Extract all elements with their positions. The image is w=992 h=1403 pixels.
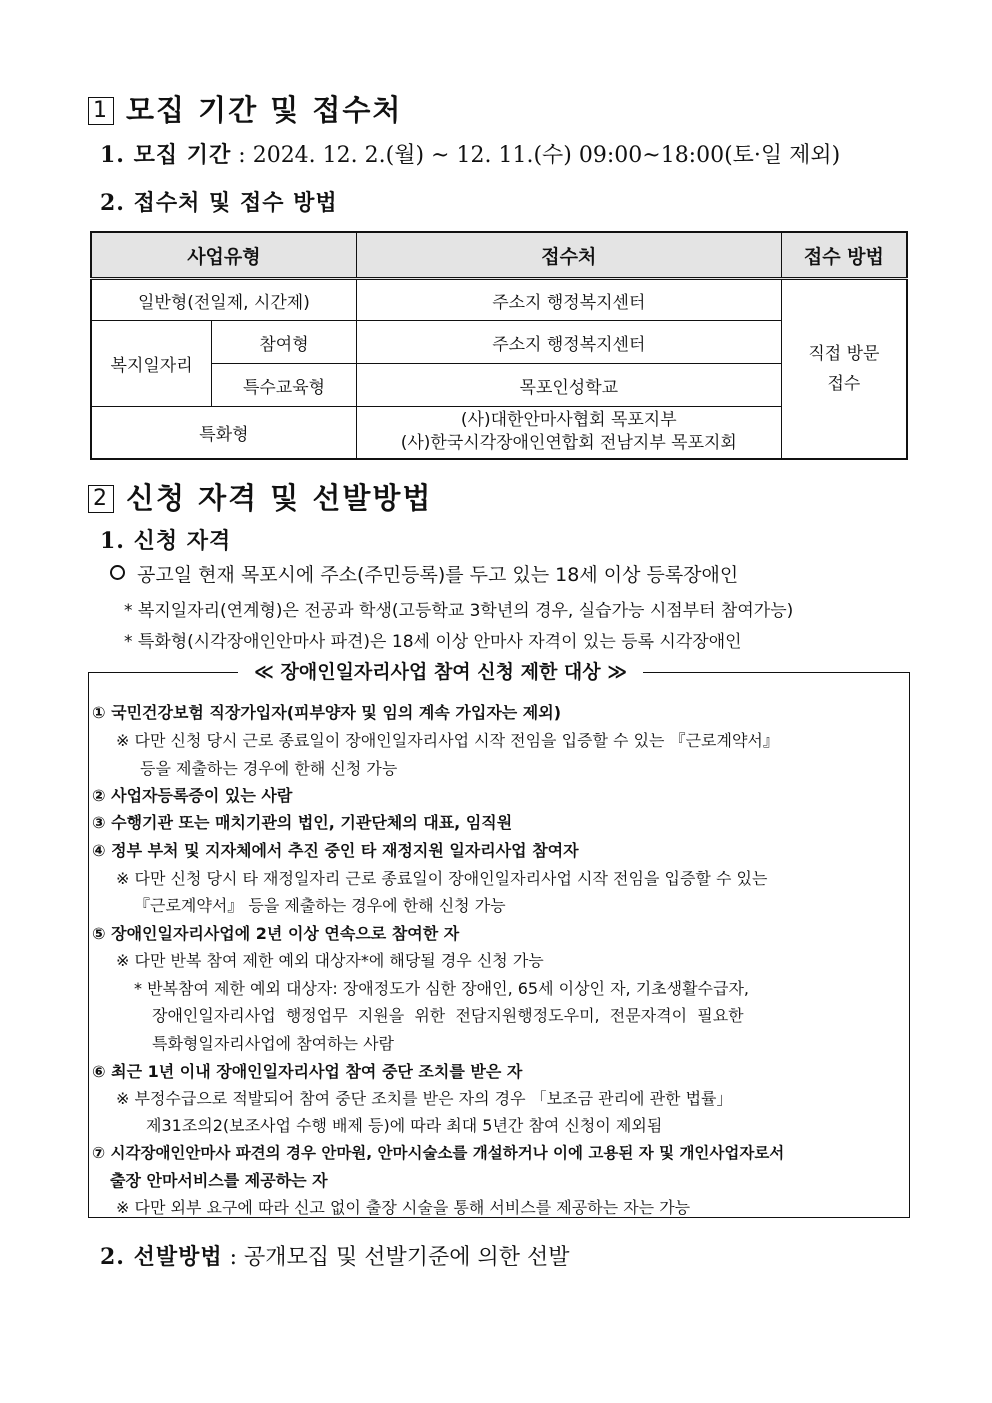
reception-label: 2. 접수처 및 접수 방법 — [100, 190, 338, 216]
circle-bullet-icon — [110, 565, 125, 580]
restriction-item-2: ② 사업자등록증이 있는 사람 — [92, 786, 293, 805]
cell-special-place — [356, 407, 781, 459]
reception-heading — [100, 186, 338, 217]
recruit-period-value: : 2024. 12. 2.(월) ~ 12. 11.(수) 09:00~18:00(토·일 제외) — [231, 143, 841, 168]
special-place-2: (사)한국시각장애인연합회 전남지부 목포지회 — [400, 433, 737, 454]
section-2-title: 신청 자격 및 선발방법 — [126, 481, 433, 515]
qualification-note-1: * 복지일자리(연계형)은 전공과 학생(고등학교 3학년의 경우, 실습가능 시점부터 참여가능) — [124, 601, 794, 621]
cell-general-place: 주소지 행정복지센터 — [356, 279, 781, 321]
recruit-period — [100, 138, 840, 169]
header-place: 접수처 — [356, 232, 781, 279]
restriction-note-7: ※ 다만 외부 요구에 따라 신고 없이 출장 시술을 통해 서비스를 제공하는 자는 가능 — [116, 1198, 691, 1217]
cell-special-type: 특화형 — [91, 407, 356, 459]
restriction-item-7a: ⑦ 시각장애인안마사 파견의 경우 안마원, 안마시술소를 개설하거나 이에 고용된 자 및 개인사업자로서 — [92, 1144, 785, 1162]
restriction-note-1a: ※ 다만 신청 당시 근로 종료일이 장애인일자리사업 시작 전임을 입증할 수 있는 『근로계약서』 — [116, 731, 779, 750]
reception-table — [90, 231, 908, 460]
selection-label: 2. 선발방법 — [100, 1244, 223, 1270]
header-method: 접수 방법 — [781, 232, 907, 279]
special-place-1: (사)대한안마사협회 목포지부 — [460, 410, 677, 431]
selection-method — [100, 1240, 570, 1271]
cell-edu-place: 목포인성학교 — [356, 364, 781, 407]
cell-edu-type: 특수교육형 — [212, 364, 357, 407]
selection-value: : 공개모집 및 선발기준에 의한 선발 — [222, 1245, 570, 1270]
method-line-2: 접수 — [827, 373, 861, 394]
cell-part-type: 참여형 — [212, 321, 357, 364]
restriction-note-4b: 『근로계약서』 등을 제출하는 경우에 한해 신청 가능 — [134, 896, 506, 915]
section-1-heading — [88, 88, 402, 129]
table-header-row — [91, 232, 907, 279]
restriction-item-3: ③ 수행기관 또는 매치기관의 법인, 기관단체의 대표, 임직원 — [92, 813, 513, 832]
restriction-note-5c: 장애인일자리사업 행정업무 지원을 위한 전담지원행정도우미, 전문자격이 필요한 — [152, 1006, 744, 1025]
recruit-period-label: 1. 모집 기간 — [100, 142, 232, 168]
restriction-note-4a: ※ 다만 신청 당시 타 재정일자리 근로 종료일이 장애인일자리사업 시작 전임을 입증할 수 있는 — [116, 869, 768, 888]
restriction-note-6a: ※ 부정수급으로 적발되어 참여 중단 조치를 받은 자의 경우 「보조금 관리에 관한 법률」 — [116, 1089, 733, 1108]
cell-welfare-type: 복지일자리 — [91, 321, 212, 407]
section-2-number: 2 — [88, 485, 114, 513]
restriction-note-5a: ※ 다만 반복 참여 제한 예외 대상자*에 해당될 경우 신청 가능 — [116, 951, 544, 970]
restriction-note-5d: 특화형일자리사업에 참여하는 사람 — [152, 1034, 395, 1053]
restriction-note-6b: 제31조의2(보조사업 수행 배제 등)에 따라 최대 5년간 참여 신청이 제외됨 — [146, 1116, 663, 1135]
section-1-number: 1 — [88, 97, 114, 125]
restriction-item-7b: 출장 안마서비스를 제공하는 자 — [110, 1171, 328, 1190]
cell-part-place: 주소지 행정복지센터 — [356, 321, 781, 364]
section-1-title: 모집 기간 및 접수처 — [126, 93, 403, 127]
cell-general-type: 일반형(전일제, 시간제) — [91, 279, 356, 321]
section-2-heading — [88, 476, 432, 517]
restriction-item-4: ④ 정부 부처 및 지자체에서 추진 중인 타 재정지원 일자리사업 참여자 — [92, 841, 579, 860]
qualification-main — [110, 560, 738, 587]
qualification-label: 1. 신청 자격 — [100, 528, 232, 554]
table-row — [91, 279, 907, 321]
cell-method — [781, 279, 907, 459]
restriction-note-1b: 등을 제출하는 경우에 한해 신청 가능 — [140, 759, 398, 778]
header-type: 사업유형 — [91, 232, 356, 279]
restriction-note-5b: * 반복참여 제한 예외 대상자: 장애정도가 심한 장애인, 65세 이상인 자, 기초생활수급자, — [134, 979, 750, 998]
qualification-heading — [100, 524, 231, 555]
restriction-item-5: ⑤ 장애인일자리사업에 2년 이상 연속으로 참여한 자 — [92, 924, 460, 943]
method-line-1: 직접 방문 — [808, 343, 880, 364]
qualification-text: 공고일 현재 목포시에 주소(주민등록)를 두고 있는 18세 이상 등록장애인 — [137, 564, 739, 586]
restriction-box-title: ≪ 장애인일자리사업 참여 신청 제한 대상 ≫ — [238, 657, 643, 684]
qualification-note-2: * 특화형(시각장애인안마사 파견)은 18세 이상 안마사 자격이 있는 등록 시각장애인 — [124, 632, 742, 652]
restriction-item-6: ⑥ 최근 1년 이내 장애인일자리사업 참여 중단 조치를 받은 자 — [92, 1062, 523, 1081]
restriction-box — [88, 672, 910, 1218]
restriction-item-1: ① 국민건강보험 직장가입자(피부양자 및 임의 계속 가입자는 제외) — [92, 703, 562, 722]
